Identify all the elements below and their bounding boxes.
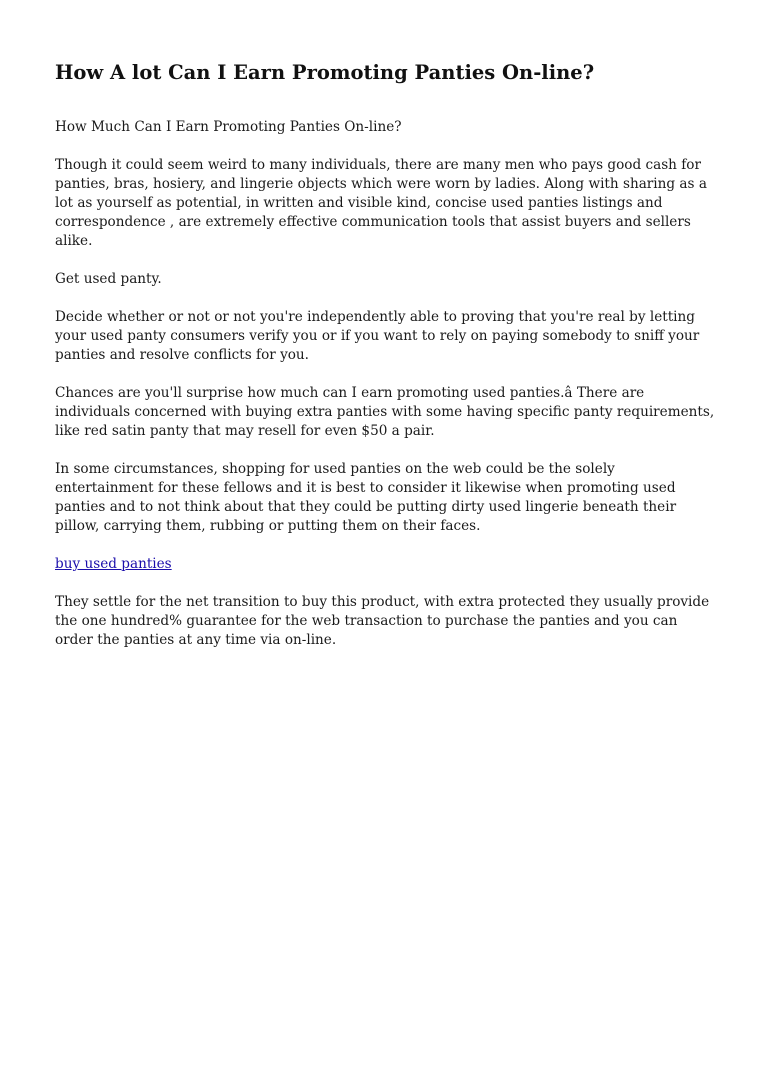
- paragraph-closing: They settle for the net transition to buy this product, with extra protected they usually provide the one hundred% guarantee for the web transaction to purchase the panties and you can order the panties at any time via on-line.: [55, 594, 710, 648]
- link-paragraph: [55, 555, 715, 574]
- buy-used-panties-link[interactable]: buy used panties: [55, 556, 172, 572]
- document-title: How A lot Can I Earn Promoting Panties On-line?: [55, 61, 595, 84]
- paragraph-get-used-panty: Get used panty.: [55, 271, 162, 287]
- paragraph-chances: Chances are you'll surprise how much can I earn promoting used panties.â There are individuals concerned with buying extra panties with some having specific panty requirements, like red satin panty that may resell for even $50 a pair.: [55, 385, 715, 439]
- paragraph-decide: Decide whether or not or not you're independently able to proving that you're real by letting your used panty consumers verify you or if you want to rely on paying somebody to sniff your panties and resolve conflicts for you.: [55, 309, 700, 363]
- document-page: [55, 56, 715, 669]
- paragraph-circumstances: In some circumstances, shopping for used panties on the web could be the solely entertainment for these fellows and it is best to consider it likewise when promoting used panties and to not think about that they could be putting dirty used lingerie beneath their pillow, carrying them, rubbing or putting them on their faces.: [55, 461, 677, 534]
- paragraph-subtitle: How Much Can I Earn Promoting Panties On-line?: [55, 119, 402, 135]
- paragraph-intro: Though it could seem weird to many individuals, there are many men who pays good cash for panties, bras, hosiery, and lingerie objects which were worn by ladies. Along with sharing as a lot as yourself as potential, in written and visible kind, concise used panties listings and correspondence , are extremely effective communication tools that assist buyers and sellers alike.: [55, 157, 707, 249]
